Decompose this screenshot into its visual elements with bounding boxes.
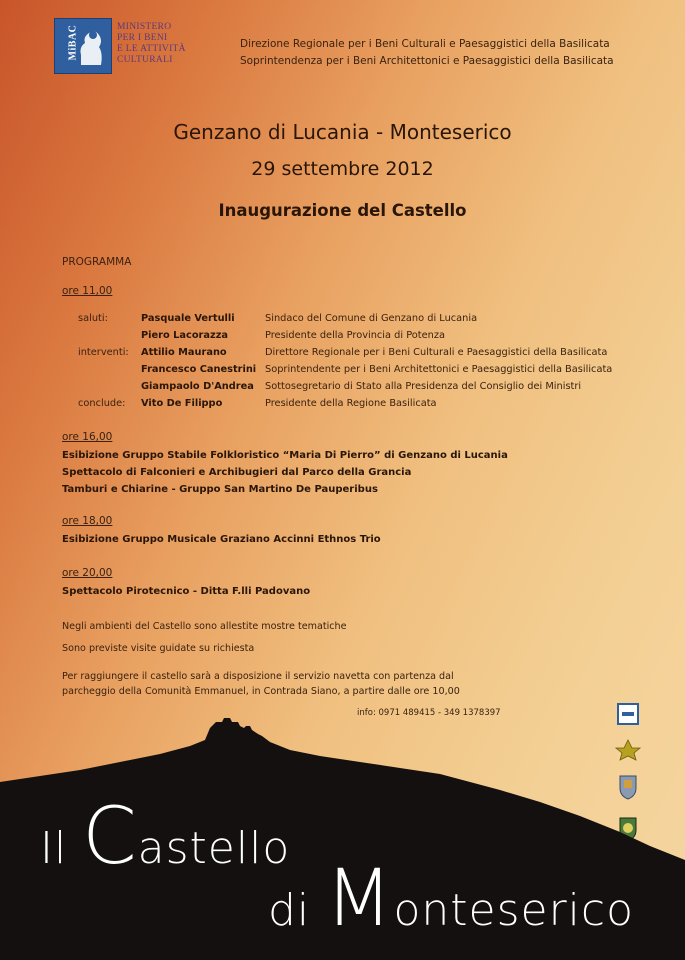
slot-events (62, 531, 381, 548)
slot-time: ore 11,00 (62, 285, 113, 297)
speaker-role: conclude: (78, 398, 126, 409)
statue-icon (75, 25, 107, 67)
slot-events (62, 447, 508, 498)
event-item: Spettacolo di Falconieri e Archibugieri dal Parco della Grancia (62, 467, 412, 478)
title-word-astello: astello (137, 823, 291, 874)
mibac-logo (54, 18, 112, 74)
speaker-name: Piero Lacorazza (141, 330, 229, 341)
event-item: Tamburi e Chiarine - Gruppo San Martino De Pauperibus (62, 484, 378, 495)
mibac-logo-text: MiBAC (67, 24, 79, 61)
speaker-desc: Sindaco del Comune di Genzano di Lucania (265, 313, 478, 324)
ministry-line: PER I BENI (117, 33, 168, 43)
title-cap-m: M (325, 854, 394, 944)
speaker-role: saluti: (78, 313, 108, 324)
event-date: 29 settembre 2012 (251, 158, 434, 180)
direction-line: Soprintendenza per i Beni Architettonici e Paesaggistici della Basilicata (240, 55, 614, 67)
slot-time: ore 16,00 (62, 431, 113, 443)
title-cap-c: C (82, 792, 138, 882)
speaker-name: Giampaolo D'Andrea (141, 381, 254, 392)
note-guided-tours: Sono previste visite guidate su richiesta (62, 643, 255, 654)
event-item: Esibizione Gruppo Musicale Graziano Accinni Ethnos Trio (62, 534, 381, 545)
note-exhibitions: Negli ambienti del Castello sono allestite mostre tematiche (62, 621, 347, 632)
event-place: Genzano di Lucania - Monteserico (173, 120, 512, 144)
event-title: Inaugurazione del Castello (218, 201, 467, 220)
ministry-line: MINISTERO (117, 22, 172, 32)
note-shuttle-line: parcheggio della Comunità Emmanuel, in Contrada Siano, a partire dalle ore 10,00 (62, 686, 460, 697)
ministry-line: E LE ATTIVITÀ (117, 44, 186, 54)
ministry-name (117, 22, 197, 66)
speaker-desc: Presidente della Regione Basilicata (265, 398, 437, 409)
direction-line: Direzione Regionale per i Beni Culturali e Paesaggistici della Basilicata (240, 38, 610, 50)
ministry-line: CULTURALI (117, 55, 173, 65)
speaker-desc: Sottosegretario di Stato alla Presidenza del Consiglio dei Ministri (265, 381, 582, 392)
speaker-name: Francesco Canestrini (141, 364, 257, 375)
slot-time: ore 18,00 (62, 515, 113, 527)
poster-title-line2 (268, 854, 635, 944)
speaker-role: interventi: (78, 347, 129, 358)
speaker-desc: Direttore Regionale per i Beni Culturali e Paesaggistici della Basilicata (265, 347, 608, 358)
title-word-il: Il (40, 823, 83, 874)
speaker-desc: Presidente della Provincia di Potenza (265, 330, 445, 341)
event-item: Esibizione Gruppo Stabile Folkloristico “Maria Di Pierro” di Genzano di Lucania (62, 450, 508, 461)
speaker-name: Pasquale Vertulli (141, 313, 235, 324)
speaker-desc: Soprintendente per i Beni Architettonici e Paesaggistici della Basilicata (265, 364, 613, 375)
title-word-onteserico: onteserico (393, 885, 635, 936)
note-shuttle-line: Per raggiungere il castello sarà a disposizione il servizio navetta con partenza dal (62, 671, 454, 682)
poster-title-line1 (40, 792, 291, 882)
speaker-name: Vito De Filippo (141, 398, 223, 409)
info-phone: info: 0971 489415 - 349 1378397 (357, 708, 501, 718)
slot-events (62, 583, 310, 600)
speaker-name: Attilio Maurano (141, 347, 227, 358)
direction-block (240, 36, 614, 70)
event-item: Spettacolo Pirotecnico - Ditta F.lli Padovano (62, 586, 311, 597)
slot-time: ore 20,00 (62, 567, 113, 579)
title-word-di: di (268, 885, 326, 936)
programma-heading: PROGRAMMA (62, 256, 132, 268)
